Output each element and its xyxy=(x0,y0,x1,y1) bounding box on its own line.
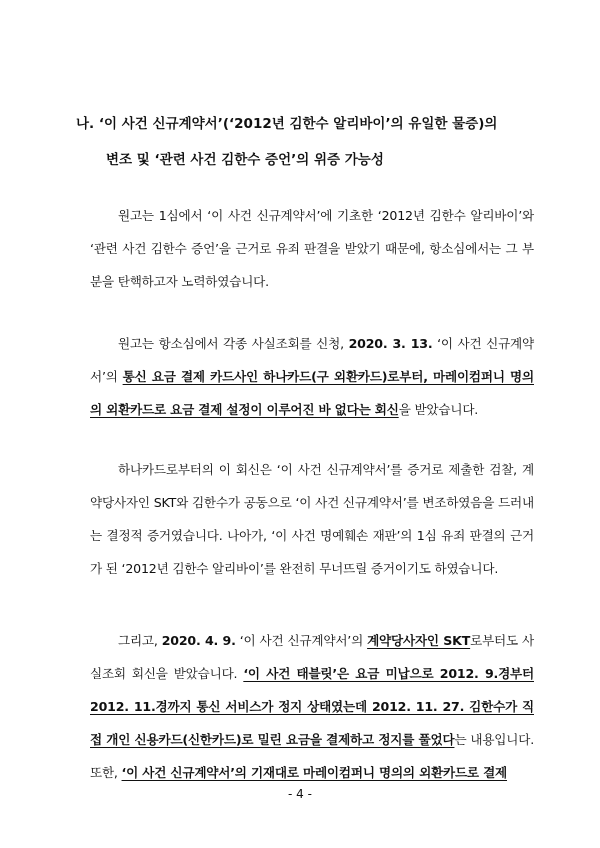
paragraph-4-emphasis-2: ‘이 사건 태블릿’은 요금 미납으로 2012. 9.경부터 2012. 11.경까지 통신 서비스가 정지 상태였는데 2012. 11. 27. 김한수가 직접 개인 신용카드(신한카드)로 밀린 요금을 결제하고 정지를 풀었다 xyxy=(90,666,534,747)
paragraph-1-text: 원고는 1심에서 ‘이 사건 신규계약서’에 기초한 ‘2012년 김한수 알리바이’와 ‘관련 사건 김한수 증언’을 근거로 유죄 판결을 받았기 때문에, 항소심에서는 그 부분을 탄핵하고자 노력하였습니다. xyxy=(90,208,534,289)
paragraph-4-emphasis-3: ‘이 사건 신규계약서’의 기재대로 마레이컴퍼니 명의의 외환카드로 결제 xyxy=(121,765,508,780)
paragraph-1 xyxy=(90,199,534,298)
paragraph-4-text-d: 는 내용입니다. 또한, xyxy=(90,732,534,780)
paragraph-2-text-b: ‘이 사건 신규계약서’의 xyxy=(90,336,534,384)
page-number: - 4 - xyxy=(288,787,312,801)
section-heading-line-2: 변조 및 ‘관련 사건 김한수 증언’의 위증 가능성 xyxy=(106,152,384,168)
paragraph-4-text-c: 로부터도 사실조회 회신을 받았습니다. xyxy=(90,633,534,681)
paragraph-4-text-b: ‘이 사건 신규계약서’의 xyxy=(235,633,368,648)
paragraph-2-text-c: 을 받았습니다. xyxy=(398,402,479,417)
section-heading-line-1: 나. ‘이 사건 신규계약서’(‘2012년 김한수 알리바이’의 유일한 물증)의 xyxy=(76,116,498,132)
paragraph-4-emphasis-1: 계약당사자인 SKT xyxy=(367,633,471,648)
paragraph-4-date: 2020. 4. 9. xyxy=(161,633,236,648)
paragraph-2-emphasis: 통신 요금 결제 카드사인 하나카드(구 외환카드)로부터, 마레이컴퍼니 명의의 외환카드로 요금 결제 설정이 이루어진 바 없다는 회신 xyxy=(90,369,534,417)
paragraph-2-date: 2020. 3. 13. xyxy=(348,336,433,351)
paragraph-2-text-a: 원고는 항소심에서 각종 사실조회를 신청, xyxy=(118,336,349,351)
section-heading xyxy=(76,106,546,178)
paragraph-3 xyxy=(90,453,534,585)
paragraph-3-text: 하나카드로부터의 이 회신은 ‘이 사건 신규계약서’를 증거로 제출한 검찰, 계약당사자인 SKT와 김한수가 공동으로 ‘이 사건 신규계약서’를 변조하였음을 드러내는 결정적 증거였습니다. 나아가, ‘이 사건 명예훼손 재판’의 1심 유죄 판결의 근거가 된 ‘2012년 김한수 알리바이’를 완전히 무너뜨릴 증거이기도 하였습니다. xyxy=(90,462,534,576)
paragraph-4-text-a: 그리고, xyxy=(118,633,162,648)
paragraph-4 xyxy=(90,624,534,789)
paragraph-2 xyxy=(90,327,534,426)
